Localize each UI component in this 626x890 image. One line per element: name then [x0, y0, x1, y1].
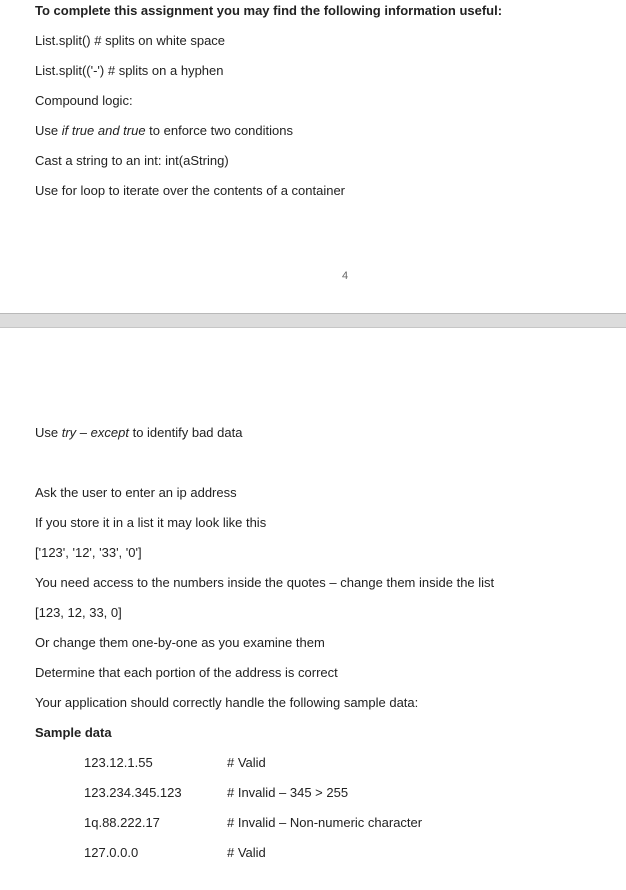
sample-data-heading: Sample data	[35, 725, 112, 740]
page-number: 4	[342, 270, 349, 282]
sample-note: # Valid	[227, 845, 266, 860]
cast-line: Cast a string to an int: int(aString)	[35, 153, 229, 168]
access-numbers-line: You need access to the numbers inside the quotes – change them inside the list	[35, 575, 495, 590]
store-list-line: If you store it in a list it may look like this	[35, 515, 267, 530]
sample-ip: 123.234.345.123	[84, 785, 182, 800]
info-heading: To complete this assignment you may find the following information useful:	[35, 3, 503, 18]
sample-note: # Invalid – Non-numeric character	[227, 815, 423, 830]
sample-ip: 127.0.0.0	[84, 845, 139, 860]
sample-note: # Valid	[227, 755, 266, 770]
split-hyphen-line: List.split(('-') # splits on a hyphen	[35, 63, 224, 78]
if-true-suffix: to enforce two conditions	[145, 123, 293, 138]
document-page-4	[0, 0, 626, 313]
if-true-prefix: Use	[35, 123, 62, 138]
if-true-line	[35, 123, 293, 139]
if-true-italic: if true and true	[61, 123, 146, 138]
try-prefix: Use	[35, 425, 62, 440]
determine-line: Determine that each portion of the address is correct	[35, 665, 338, 680]
one-by-one-line: Or change them one-by-one as you examine them	[35, 635, 325, 650]
for-loop-line: Use for loop to iterate over the contents of a container	[35, 183, 346, 198]
sample-note: # Invalid – 345 > 255	[227, 785, 349, 800]
try-dash: –	[76, 425, 91, 440]
sample-ip: 1q.88.222.17	[84, 815, 160, 830]
except-italic: except	[90, 425, 129, 440]
split-whitespace-line: List.split() # splits on white space	[35, 33, 226, 48]
handle-sample-line: Your application should correctly handle the following sample data:	[35, 695, 419, 710]
page-break-gap	[0, 313, 626, 328]
try-suffix: to identify bad data	[128, 425, 243, 440]
string-list-line: ['123', '12', '33', '0']	[35, 545, 142, 560]
int-list-line: [123, 12, 33, 0]	[35, 605, 122, 620]
document-page-5	[0, 328, 626, 890]
try-except-line	[35, 425, 242, 441]
sample-ip: 123.12.1.55	[84, 755, 153, 770]
ask-ip-line: Ask the user to enter an ip address	[35, 485, 237, 500]
try-italic: try	[61, 425, 77, 440]
compound-logic-line: Compound logic:	[35, 93, 133, 108]
